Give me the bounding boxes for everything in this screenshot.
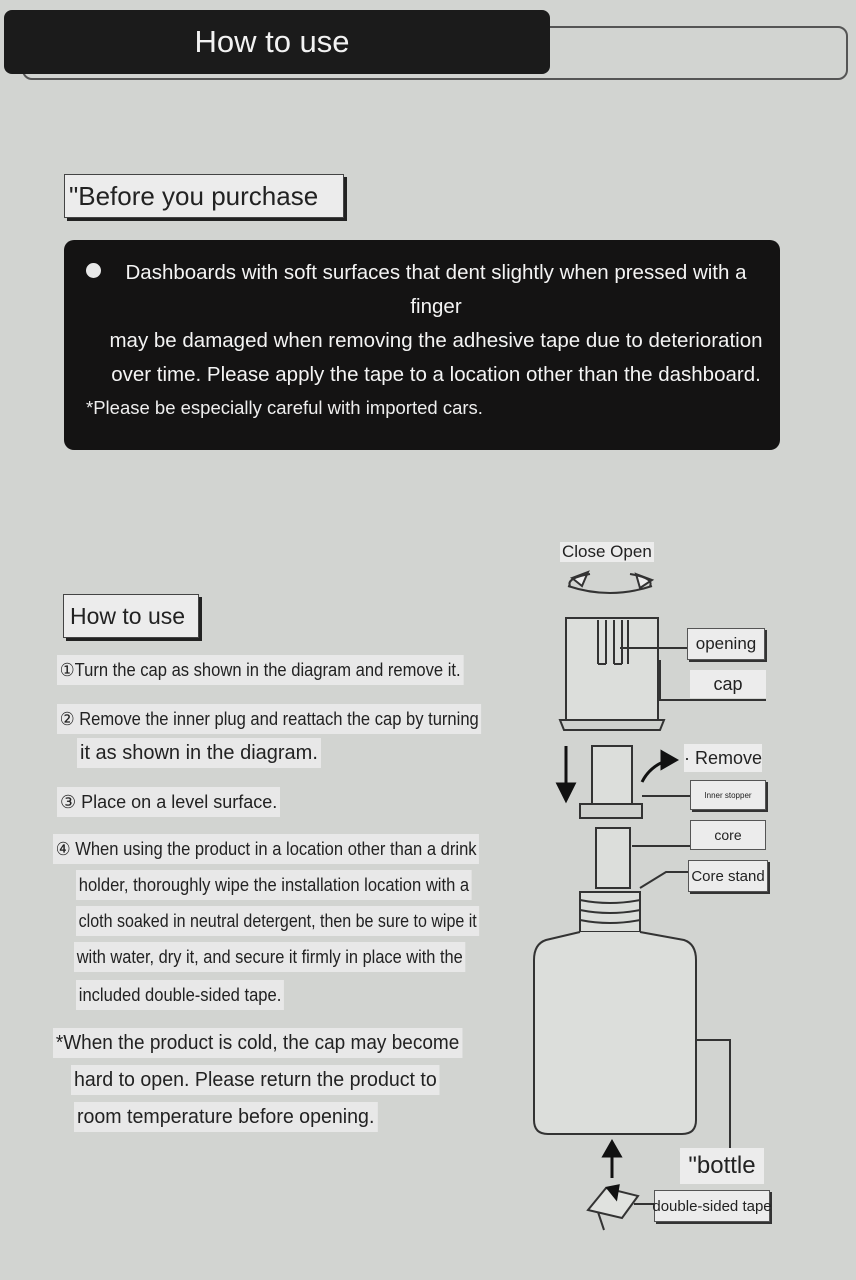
imported-cars-note: *Please be especially careful with imported cars. [86,397,483,418]
warning-line: may be damaged when removing the adhesive tape due to deterioration [109,329,763,352]
tape-label: double-sided tape [654,1190,770,1222]
core-stand-label: Core stand [688,860,768,892]
core-drawing [596,828,630,888]
close-open-label: Close Open [562,542,652,561]
up-arrow-icon [604,1142,620,1178]
step-4: ④ When using the product in a location other than a drink [53,834,479,864]
rotate-arrows-icon [568,572,652,593]
step-1: ①Turn the cap as shown in the diagram and remove it. [57,655,463,685]
cap-drawing [560,618,664,730]
bottle-label: "bottle [680,1148,764,1184]
step-4-cont: included double-sided tape. [76,980,284,1010]
before-purchase-heading: "Before you purchase [64,174,344,218]
remove-arrowhead-icon [662,752,676,768]
step-4-cont: holder, thoroughly wipe the installation location with a [76,870,472,900]
step-2: ② Remove the inner plug and reattach the cap by turning [57,704,482,734]
warning-line: Dashboards with soft surfaces that dent slightly when pressed with a finger [125,261,747,318]
inner-stopper-label: Inner stopper [690,780,766,810]
cold-note-line: *When the product is cold, the cap may become [53,1028,462,1058]
opening-label: opening [687,628,765,660]
bottle-drawing [534,892,696,1134]
step-4-cont: cloth soaked in neutral detergent, then be sure to wipe it [76,906,479,936]
down-arrow-icon [558,746,574,800]
step-2-cont: it as shown in the diagram. [77,738,321,768]
cold-note-line: hard to open. Please return the product to [71,1065,440,1095]
core-label: core [690,820,766,850]
cap-label: cap [690,670,766,698]
step-3: ③ Place on a level surface. [57,787,280,817]
remove-label: · Remove [684,744,762,772]
step-4-cont: with water, dry it, and secure it firmly in place with the [74,942,465,972]
page-title: How to use [194,24,350,59]
how-to-use-heading: How to use [63,594,199,638]
warning-line: over time. Please apply the tape to a location other than the dashboard. [111,363,761,386]
cold-note-line: room temperature before opening. [74,1102,377,1132]
inner-stopper-drawing [580,746,642,818]
